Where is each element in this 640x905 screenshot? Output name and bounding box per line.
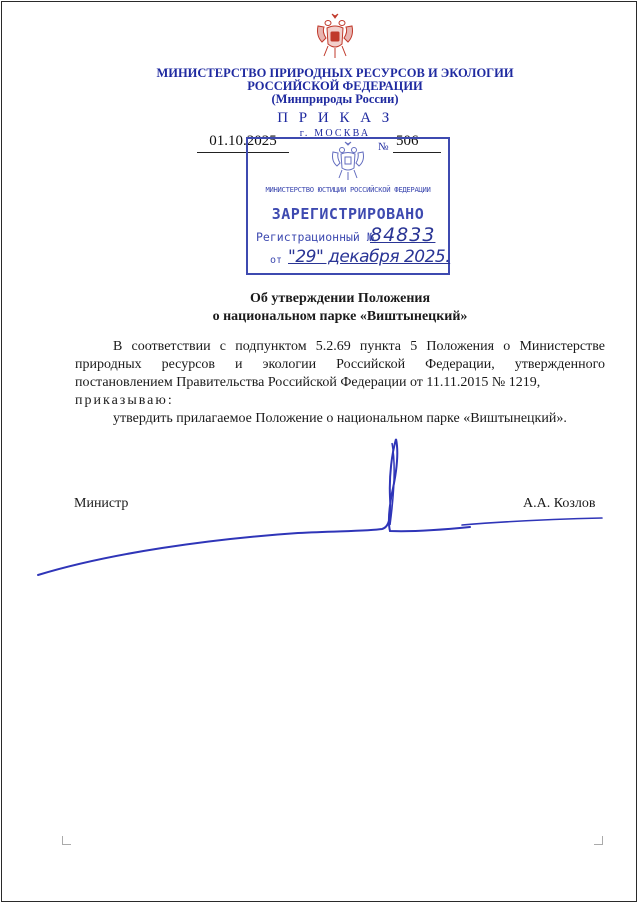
document-title: [100, 290, 580, 326]
stamp-registration-number: 84833: [370, 224, 436, 246]
stamp-date-prefix: от: [270, 255, 283, 266]
title-line2: о национальном парке «Виштынецкий»: [212, 309, 468, 324]
stamp-registration-label: Регистрационный №: [256, 230, 374, 244]
title-line1: Об утверждении Положения: [249, 291, 431, 306]
order-verb: приказываю:: [75, 393, 174, 408]
stamp-status: ЗАРЕГИСТРИРОВАНО: [271, 205, 425, 223]
city: г. МОСКВА: [299, 128, 371, 139]
document-body: [75, 338, 605, 428]
body-resolution: утвердить прилагаемое Положение о национальном парке «Виштынецкий».: [113, 411, 567, 426]
handwritten-signature-icon: [30, 435, 620, 585]
order-number: 506: [396, 133, 419, 149]
ministry-short-name: (Минприроды России): [271, 92, 399, 106]
stamp-organization: МИНИСТЕРСТВО ЮСТИЦИИ РОССИЙСКОЙ ФЕДЕРАЦИИ: [265, 185, 431, 194]
document-type: П Р И К А З: [277, 110, 393, 126]
ministry-header: [100, 67, 570, 106]
signatory-position: Министр: [74, 496, 129, 511]
scan-corner-mark: [594, 836, 603, 845]
signatory-name: А.А. Козлов: [523, 496, 596, 511]
order-date: 01.10.2025: [209, 133, 277, 149]
number-sign: №: [378, 141, 389, 153]
coat-of-arms-icon: [314, 12, 356, 62]
ministry-name-line1: МИНИСТЕРСТВО ПРИРОДНЫХ РЕСУРСОВ И ЭКОЛОГИИ: [156, 66, 514, 80]
ministry-name-line2: РОССИЙСКОЙ ФЕДЕРАЦИИ: [247, 79, 423, 93]
scan-corner-mark: [62, 836, 71, 845]
registration-stamp: [246, 137, 450, 275]
body-paragraph: В соответствии с подпунктом 5.2.69 пункта 5 Положения о Министерстве природных ресурсов и экологии Российской Федерации, утвержденного постановлением Правительства Российской Федерации от 11.11.2015 № 1219,: [75, 339, 605, 390]
stamp-emblem-icon: [329, 141, 367, 181]
stamp-handwritten-date: "29" декабря 2025.: [288, 247, 451, 267]
